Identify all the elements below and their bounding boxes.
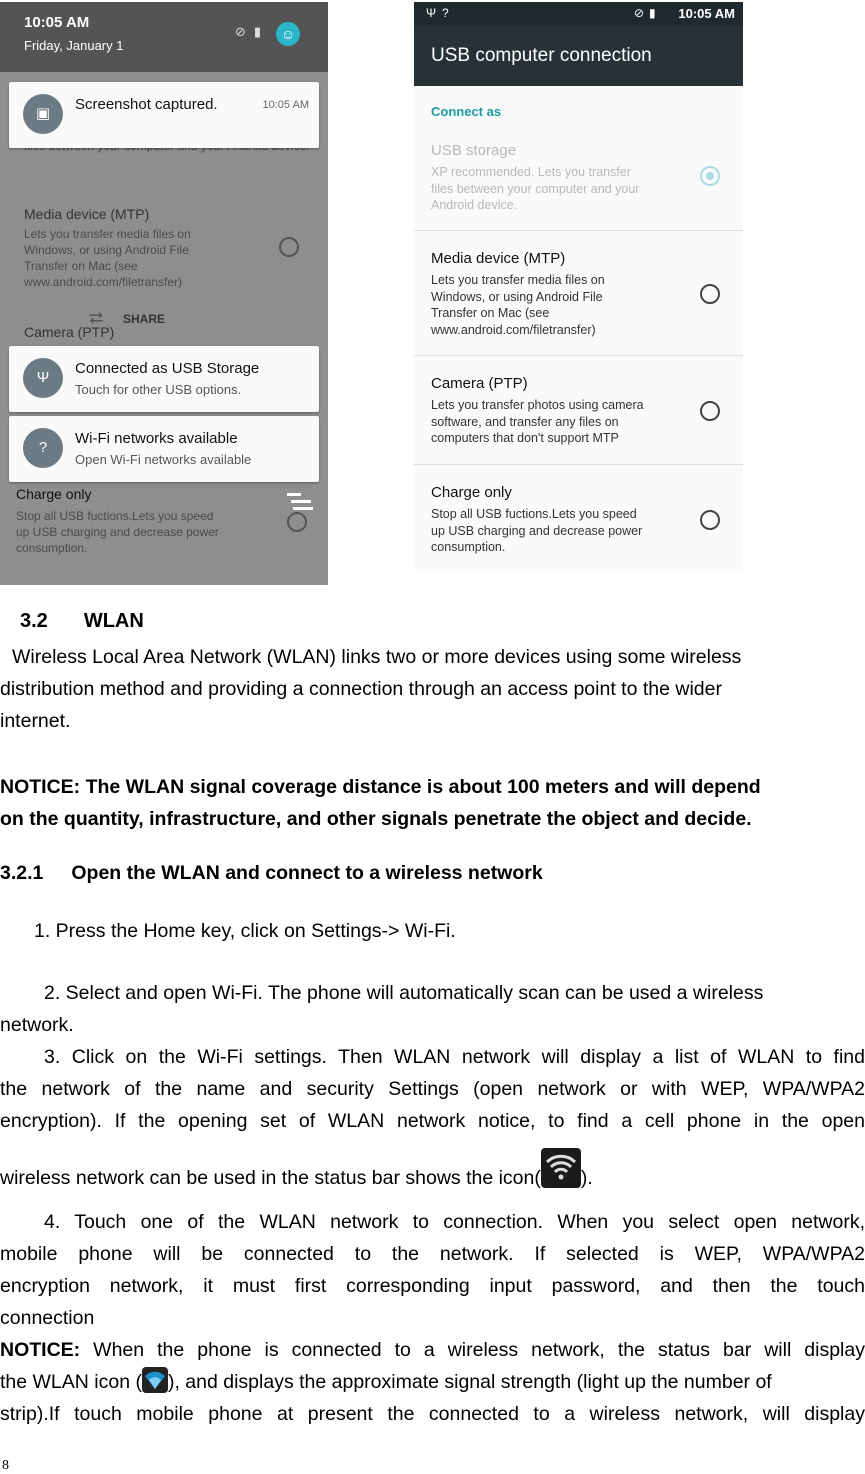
notification-title: Connected as USB Storage [75, 360, 260, 377]
step-1: 1. Press the Home key, click on Settings-> Wi-Fi. [34, 920, 456, 942]
subsection-title: Open the WLAN and connect to a wireless network [71, 862, 543, 884]
radio-button[interactable] [700, 284, 720, 304]
wifi-icon: ? [23, 428, 63, 468]
notification-subtitle: Touch for other USB options. [75, 382, 242, 397]
shade-time: 10:05 AM [24, 14, 90, 31]
divider [414, 230, 743, 231]
subsection-number: 3.2.1 [0, 862, 44, 884]
radio-button[interactable] [700, 401, 720, 421]
divider [414, 355, 743, 356]
option-media-device[interactable] [414, 250, 743, 350]
usb-icon: Ψ? [426, 6, 455, 20]
intro-paragraph: Wireless Local Area Network (WLAN) links two or more devices using some wireless distribution method and providing a connection through an access point to the wider internet. [0, 646, 742, 732]
shade-date: Friday, January 1 [24, 38, 124, 53]
subsection-heading [0, 857, 543, 889]
step-3-last-line: wireless network can be used in the status bar shows the icon( ). [0, 1148, 865, 1200]
option-title: Media device (MTP) [431, 250, 566, 267]
section-heading [20, 605, 144, 637]
section-title: WLAN [83, 610, 144, 632]
step-3: 3. Click on the Wi-Fi settings. Then WLAN network will display a list of WLAN to find the network of the name and security Settings (open network or with WEP, WPA/WPA2 encryption). If the opening set of WLAN network notice, to find a cell phone in the open [0, 1046, 865, 1132]
share-label: SHARE [123, 312, 166, 326]
usb-icon: Ψ [23, 358, 63, 398]
background-charge-desc: Stop all USB fuctions.Lets you speed up USB charging and decrease power consumption. [16, 509, 219, 555]
notification-shade-screenshot [0, 2, 328, 585]
background-media-title: Media device (MTP) [24, 206, 150, 222]
radio-button[interactable] [700, 510, 720, 530]
notice-label: NOTICE: [0, 1339, 81, 1361]
notification-wifi[interactable] [9, 416, 319, 482]
notification-title: Screenshot captured. [75, 96, 218, 113]
step-2: 2. Select and open Wi-Fi. The phone will automatically scan can be used a wireless network. [0, 982, 764, 1036]
notification-usb[interactable] [9, 346, 319, 412]
share-action[interactable] [9, 308, 319, 338]
radio-button-selected[interactable] [700, 166, 720, 186]
wifi-connected-icon [142, 1367, 168, 1393]
option-camera[interactable] [414, 375, 743, 461]
background-camera-title: Camera (PTP) [24, 324, 115, 340]
divider [414, 464, 743, 465]
battery-icon: ⊘▮ [634, 6, 661, 20]
app-bar [414, 26, 743, 86]
page-title: USB computer connection [431, 45, 652, 66]
notification-time: 10:05 AM [262, 99, 309, 111]
option-description: Lets you transfer media files on Windows, or using Android File Transfer on Mac (see www.android.com/filetransfer) [431, 273, 605, 337]
notification-subtitle: Open Wi-Fi networks available [75, 452, 252, 467]
share-icon: ⮂ [89, 308, 104, 328]
wifi-icon [541, 1148, 581, 1188]
status-time: 10:05 AM [678, 6, 735, 21]
background-radio [287, 512, 307, 532]
option-charge-only[interactable] [414, 484, 743, 570]
no-sim-icon: ⊘▮ [235, 24, 270, 39]
image-icon: ▣ [23, 94, 63, 134]
background-radio [279, 237, 299, 257]
status-bar [414, 2, 743, 26]
option-usb-storage[interactable] [414, 142, 743, 230]
option-description: Lets you transfer photos using camera software, and transfer any files on computers that don't support MTP [431, 398, 644, 445]
option-title: USB storage [431, 142, 517, 159]
option-title: Charge only [431, 484, 512, 501]
section-label: Connect as [431, 104, 502, 119]
section-number: 3.2 [20, 610, 48, 632]
notification-screenshot[interactable] [9, 82, 319, 148]
page-number: 8 [2, 1458, 9, 1473]
background-media-desc: Lets you transfer media files on Windows, or using Android File Transfer on Mac (see www.android.com/filetransfer) [24, 227, 191, 289]
shade-header [0, 2, 328, 72]
notification-title: Wi-Fi networks available [75, 430, 238, 447]
notice-2-paragraph: NOTICE: When the phone is connected to a wireless network, the status bar will display the WLAN icon ( ), and displays the approximate signal strength (light up the number of strip).If touch mobile phone at present the connected to a wireless network, will display [0, 1339, 865, 1425]
dismiss-all-icon[interactable] [287, 493, 313, 514]
usb-connection-screenshot [414, 2, 743, 572]
account-icon[interactable]: ☺ [276, 22, 300, 46]
notice-paragraph: NOTICE: The WLAN signal coverage distance is about 100 meters and will depend on the quantity, infrastructure, and other signals penetrate the object and decide. [0, 776, 761, 830]
option-title: Camera (PTP) [431, 375, 528, 392]
option-description: Stop all USB fuctions.Lets you speed up USB charging and decrease power consumption. [431, 507, 643, 554]
background-charge-title: Charge only [16, 486, 92, 502]
option-description: XP recommended. Lets you transfer files between your computer and your Android device. [431, 165, 640, 212]
step-4: 4. Touch one of the WLAN network to connection. When you select open network, mobile phone will be connected to the network. If selected is WEP, WPA/WPA2 encryption network, it must first corresponding input password, and then the touch connection [0, 1211, 865, 1329]
